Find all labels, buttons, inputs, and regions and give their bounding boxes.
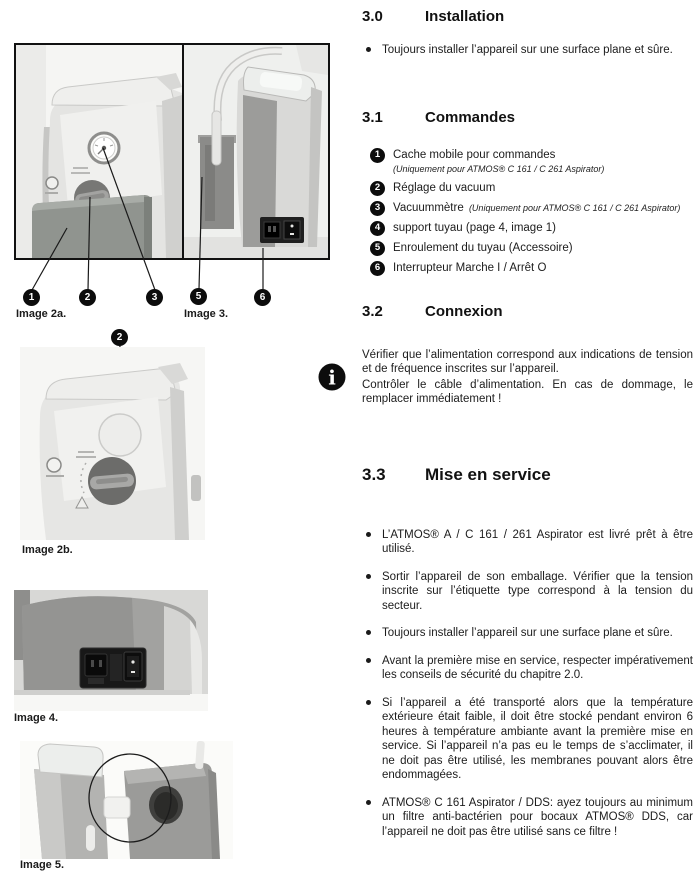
device-front-photo — [16, 45, 182, 258]
command-label: Cache mobile pour commandes — [393, 148, 556, 161]
command-item — [362, 241, 693, 256]
section-title: Installation — [425, 8, 505, 25]
figure-label-2b: Image 2b. — [22, 544, 73, 556]
bullet-text: ATMOS® C 161 Aspirator / DDS: ayez toujours au minimum un filtre anti-bactérien pour bocaux ATMOS® DDS, car l’appareil ne doit pas être utilisé sans ce filtre ! — [382, 796, 693, 838]
bullet-text: Toujours installer l’appareil sur une surface plane et sûre. — [382, 627, 673, 640]
section-heading-installation — [362, 8, 693, 26]
section-number: 3.0 — [362, 8, 383, 25]
callout-number: 6 — [370, 261, 385, 276]
command-label: Vacuummètre — [393, 201, 464, 214]
callout-3: 3 — [146, 289, 163, 306]
paragraph: Contrôler le câble d’alimentation. En cas de dommage, le remplacer immédiatement ! — [362, 378, 693, 406]
callout-number: 3 — [370, 201, 385, 216]
figure-image-4 — [14, 590, 208, 711]
callout-number: 1 — [370, 148, 385, 163]
bullet-item — [362, 696, 693, 783]
figure-image-2b — [20, 347, 205, 540]
figure-label-5: Image 5. — [20, 859, 65, 871]
gauge-blank-hole — [99, 414, 141, 456]
section-number: 3.2 — [362, 302, 383, 320]
callout-2: 2 — [79, 289, 96, 306]
command-item — [362, 181, 693, 196]
figure-image-5 — [20, 741, 233, 859]
info-icon — [318, 363, 346, 396]
command-label: support tuyau (page 4, image 1) — [393, 221, 557, 234]
figure-image-2a — [14, 43, 184, 260]
callout-1: 1 — [23, 289, 40, 306]
section-heading-mise-en-service — [362, 464, 693, 485]
section-title: Mise en service — [425, 464, 551, 484]
bullet-icon — [366, 658, 371, 663]
command-label: Enroulement du tuyau (Accessoire) — [393, 241, 573, 254]
filter-connector — [104, 797, 130, 818]
bullet-item — [362, 570, 693, 614]
callout-2b: 2 — [111, 329, 128, 346]
bullet-item — [362, 43, 693, 58]
figure-label-3: Image 3. — [184, 308, 229, 320]
section-heading-connexion — [362, 303, 693, 321]
bullet-icon — [366, 630, 371, 635]
callout-number: 4 — [370, 221, 385, 236]
power-inlet-icon — [260, 217, 304, 243]
bullet-icon — [366, 800, 371, 805]
figure-image-3 — [182, 43, 330, 260]
power-inlet-photo — [14, 590, 208, 711]
command-item — [362, 148, 693, 176]
callout-number: 2 — [370, 181, 385, 196]
connexion-note — [328, 348, 693, 407]
bullet-icon — [366, 574, 371, 579]
vacuum-gauge-icon — [89, 133, 119, 163]
power-switch-icon — [124, 652, 142, 681]
paragraph: Vérifier que l’alimentation correspond aux indications de tension et de fréquence inscrites sur l’appareil. — [362, 348, 693, 376]
command-item — [362, 221, 693, 236]
bullet-item — [362, 626, 693, 641]
bullet-text: Toujours installer l’appareil sur une surface plane et sûre. — [382, 44, 673, 56]
bullet-icon — [366, 700, 371, 705]
section-number: 3.3 — [362, 464, 386, 484]
text-column — [328, 0, 693, 852]
section-title: Commandes — [425, 108, 516, 126]
command-item — [362, 261, 693, 276]
bullet-text: Avant la première mise en service, respecter impérativement les conseils de sécurité du chapitre 2.0. — [382, 654, 693, 682]
command-note: (Uniquement pour ATMOS® C 161 / C 261 Aspirator) — [393, 163, 605, 174]
command-label: Réglage du vacuum — [393, 181, 496, 194]
section-heading-commandes — [362, 109, 693, 127]
section-number: 3.1 — [362, 108, 383, 126]
command-item — [362, 201, 693, 216]
bullet-item — [362, 528, 693, 557]
section-title: Connexion — [425, 302, 503, 320]
callout-5: 5 — [190, 288, 207, 305]
bullet-icon — [366, 47, 371, 52]
command-label: Interrupteur Marche I / Arrêt O — [393, 261, 547, 274]
command-note: (Uniquement pour ATMOS® C 161 / C 261 Aspirator) — [468, 202, 681, 213]
bullet-icon — [366, 532, 371, 537]
svg-text:i: i — [328, 365, 336, 389]
mise-en-service-list — [362, 528, 693, 840]
figure-label-2a: Image 2a. — [16, 308, 67, 320]
bullet-text: Si l’appareil a été transporté alors que la température extérieure était faible, il doit être stocké pendant environ 6 heures à température ambiante avant la première mise en service. Si l’appareil n’a pas eu le temps de s’acclimater, il ne doit pas être utilisé, les membranes pouvant alors être endommagées. — [382, 696, 693, 782]
bullet-text: Sortir l’appareil de son emballage. Vérifier que la tension inscrite sur l’étiquette type correspond à la tension du secteur. — [382, 570, 693, 612]
bullet-text: L’ATMOS® A / C 161 / 261 Aspirator est livré prêt à être utilisé. — [382, 528, 693, 556]
figure-label-4: Image 4. — [14, 712, 59, 724]
commands-list — [362, 148, 693, 276]
device-side-photo — [184, 45, 328, 258]
callout-number: 5 — [370, 241, 385, 256]
left-unit — [34, 744, 108, 859]
device-front-photo-2b — [20, 347, 205, 540]
connector-photo — [20, 741, 233, 859]
bullet-item — [362, 654, 693, 683]
bullet-item — [362, 796, 693, 840]
callout-6: 6 — [254, 289, 271, 306]
